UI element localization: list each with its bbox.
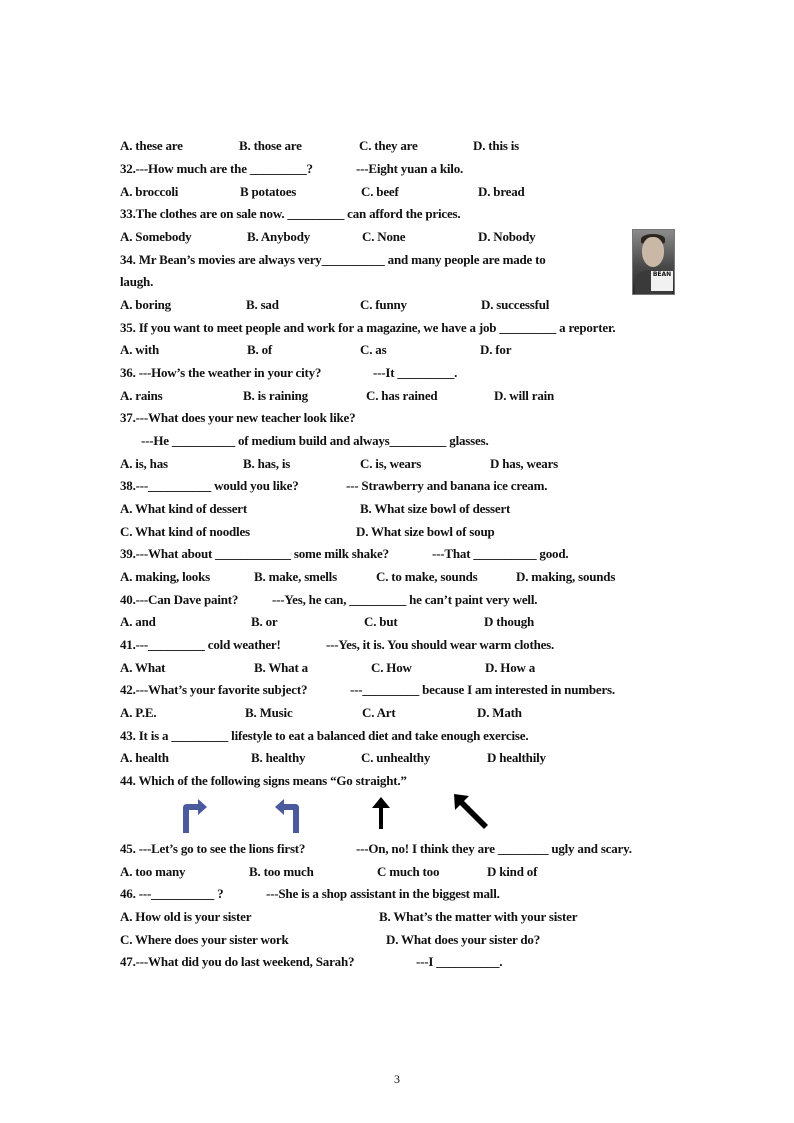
question-36-reply: ---It _________. xyxy=(373,365,458,380)
option-d: D has, wears xyxy=(490,456,559,471)
question-38-reply: --- Strawberry and banana ice cream. xyxy=(346,478,548,493)
option-b: B. too much xyxy=(249,864,314,879)
option-b: B. or xyxy=(251,614,278,629)
question-37-reply: ---He __________ of medium build and always_________ glasses. xyxy=(141,433,489,448)
option-a: A. too many xyxy=(120,864,186,879)
option-b: B. of xyxy=(247,342,273,357)
option-c: C. to make, sounds xyxy=(376,569,478,584)
option-a: A. is, has xyxy=(120,456,168,471)
option-b: B. Anybody xyxy=(247,229,311,244)
option-b: B. make, smells xyxy=(254,569,337,584)
question-34-continued: laugh. xyxy=(120,274,154,289)
question-46-reply: ---She is a shop assistant in the biggest mall. xyxy=(266,886,500,901)
option-c: C. Where does your sister work xyxy=(120,932,289,947)
option-a: A. What xyxy=(120,660,166,675)
option-c: C. funny xyxy=(360,297,407,312)
option-d: D. will rain xyxy=(494,388,555,403)
option-a: A. with xyxy=(120,342,160,357)
option-a: A. broccoli xyxy=(120,184,179,199)
option-c: C. but xyxy=(364,614,398,629)
option-d: D kind of xyxy=(487,864,538,879)
question-46: 46. ---__________ ? xyxy=(120,886,224,901)
option-c: C. How xyxy=(371,660,412,675)
option-b: B. What size bowl of dessert xyxy=(360,501,511,516)
option-d: D. making, sounds xyxy=(516,569,616,584)
option-b: B. those are xyxy=(239,138,302,153)
question-44: 44. Which of the following signs means “Go straight.” xyxy=(120,773,407,788)
option-c: C. What kind of noodles xyxy=(120,524,250,539)
option-a: A. making, looks xyxy=(120,569,210,584)
question-32-reply: ---Eight yuan a kilo. xyxy=(356,161,464,176)
page-number: 3 xyxy=(394,1072,400,1086)
option-b: B. is raining xyxy=(243,388,308,403)
option-c: C much too xyxy=(377,864,440,879)
option-a: A. Somebody xyxy=(120,229,192,244)
option-a: A. these are xyxy=(120,138,183,153)
option-b: B. What’s the matter with your sister xyxy=(379,909,578,924)
option-b: B. has, is xyxy=(243,456,291,471)
mr-bean-picture xyxy=(632,229,675,295)
option-d: D. this is xyxy=(473,138,520,153)
question-47: 47.---What did you do last weekend, Sarah? xyxy=(120,954,355,969)
option-b: B. What a xyxy=(254,660,308,675)
option-d: D. What does your sister do? xyxy=(386,932,541,947)
option-a: A. How old is your sister xyxy=(120,909,252,924)
option-c: C. Art xyxy=(362,705,396,720)
turn-left-arrow-icon xyxy=(272,796,304,834)
option-c: C. is, wears xyxy=(360,456,422,471)
question-41: 41.---_________ cold weather! xyxy=(120,637,281,652)
question-33: 33.The clothes are on sale now. _________ can afford the prices. xyxy=(120,206,461,221)
option-d: D healthily xyxy=(487,750,546,765)
option-a: A. and xyxy=(120,614,156,629)
option-c: C. unhealthy xyxy=(361,750,431,765)
question-32: 32.---How much are the _________? xyxy=(120,161,313,176)
option-b: B potatoes xyxy=(240,184,297,199)
question-40-reply: ---Yes, he can, _________ he can’t paint very well. xyxy=(272,592,538,607)
straight-arrow-icon xyxy=(370,796,392,830)
question-42: 42.---What’s your favorite subject? xyxy=(120,682,308,697)
poster-title: BEAN xyxy=(651,271,673,291)
option-c: C. as xyxy=(360,342,387,357)
question-40: 40.---Can Dave paint? xyxy=(120,592,239,607)
question-39-reply: ---That __________ good. xyxy=(432,546,569,561)
option-b: B. Music xyxy=(245,705,293,720)
diagonal-arrow-icon xyxy=(452,792,490,830)
option-c: C. beef xyxy=(361,184,399,199)
question-37: 37.---What does your new teacher look like? xyxy=(120,410,356,425)
option-c: C. None xyxy=(362,229,406,244)
option-d: D. successful xyxy=(481,297,550,312)
option-d: D. How a xyxy=(485,660,536,675)
question-43: 43. It is a _________ lifestyle to eat a balanced diet and take enough exercise. xyxy=(120,728,529,743)
option-a: A. boring xyxy=(120,297,171,312)
question-34: 34. Mr Bean’s movies are always very__________ and many people are made to xyxy=(120,252,546,267)
question-36: 36. ---How’s the weather in your city? xyxy=(120,365,322,380)
option-b: B. healthy xyxy=(251,750,306,765)
option-c: C. they are xyxy=(359,138,418,153)
option-b: B. sad xyxy=(246,297,279,312)
question-39: 39.---What about ____________ some milk shake? xyxy=(120,546,389,561)
option-d: D. Math xyxy=(477,705,522,720)
option-d: D. What size bowl of soup xyxy=(356,524,495,539)
question-45: 45. ---Let’s go to see the lions first? xyxy=(120,841,306,856)
option-d: D. bread xyxy=(478,184,525,199)
question-41-reply: ---Yes, it is. You should wear warm clothes. xyxy=(326,637,555,652)
option-d: D. Nobody xyxy=(478,229,536,244)
option-a: A. What kind of dessert xyxy=(120,501,247,516)
question-47-reply: ---I __________. xyxy=(416,954,503,969)
option-a: A. P.E. xyxy=(120,705,157,720)
turn-right-arrow-icon xyxy=(178,796,210,834)
option-d: D though xyxy=(484,614,535,629)
question-38: 38.---__________ would you like? xyxy=(120,478,299,493)
question-45-reply: ---On, no! I think they are ________ ugly and scary. xyxy=(356,841,632,856)
question-42-reply: ---_________ because I am interested in numbers. xyxy=(350,682,615,697)
option-a: A. health xyxy=(120,750,169,765)
option-a: A. rains xyxy=(120,388,163,403)
option-c: C. has rained xyxy=(366,388,438,403)
question-35: 35. If you want to meet people and work for a magazine, we have a job _________ a reporter. xyxy=(120,320,616,335)
option-d: D. for xyxy=(480,342,512,357)
